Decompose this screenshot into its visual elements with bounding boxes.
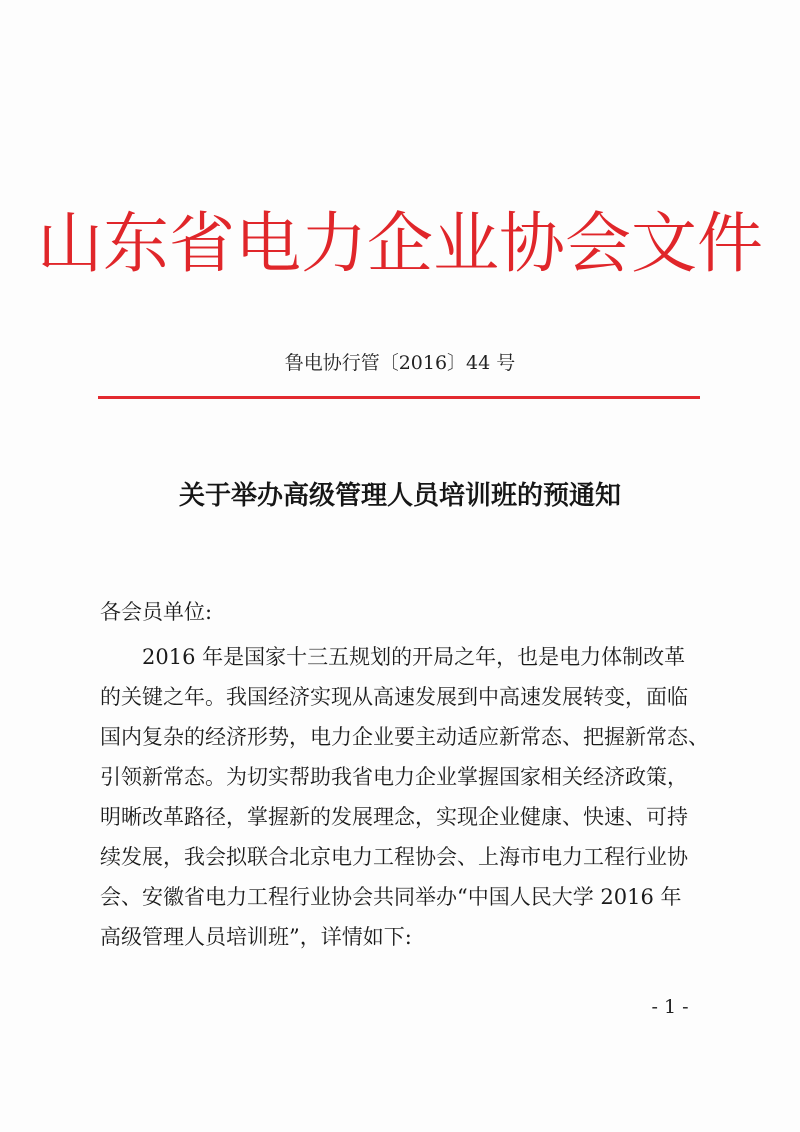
salutation: 各会员单位: — [100, 600, 213, 624]
body-line: 引领新常态。为切实帮助我省电力企业掌握国家相关经济政策， — [100, 765, 688, 789]
body-line: 的关键之年。我国经济实现从高速发展到中高速发展转变，面临 — [100, 685, 688, 709]
page-number: - 1 - — [651, 996, 689, 1018]
document-header-title: 山东省电力企业协会文件 — [37, 205, 763, 282]
red-divider-line — [98, 396, 700, 399]
body-line: 会、安徽省电力工程行业协会共同举办“中国人民大学 2016 年 — [100, 885, 682, 909]
body-line: 2016 年是国家十三五规划的开局之年，也是电力体制改革 — [142, 645, 686, 669]
body-line: 明晰改革路径，掌握新的发展理念，实现企业健康、快速、可持 — [100, 805, 688, 829]
document-number: 鲁电协行管〔2016〕44 号 — [284, 352, 516, 374]
body-line: 高级管理人员培训班”，详情如下: — [100, 925, 412, 949]
notice-title: 关于举办高级管理人员培训班的预通知 — [178, 481, 621, 511]
body-line: 续发展，我会拟联合北京电力工程协会、上海市电力工程行业协 — [100, 845, 688, 869]
body-text — [100, 637, 712, 957]
body-line: 国内复杂的经济形势，电力企业要主动适应新常态、把握新常态、 — [100, 725, 709, 749]
